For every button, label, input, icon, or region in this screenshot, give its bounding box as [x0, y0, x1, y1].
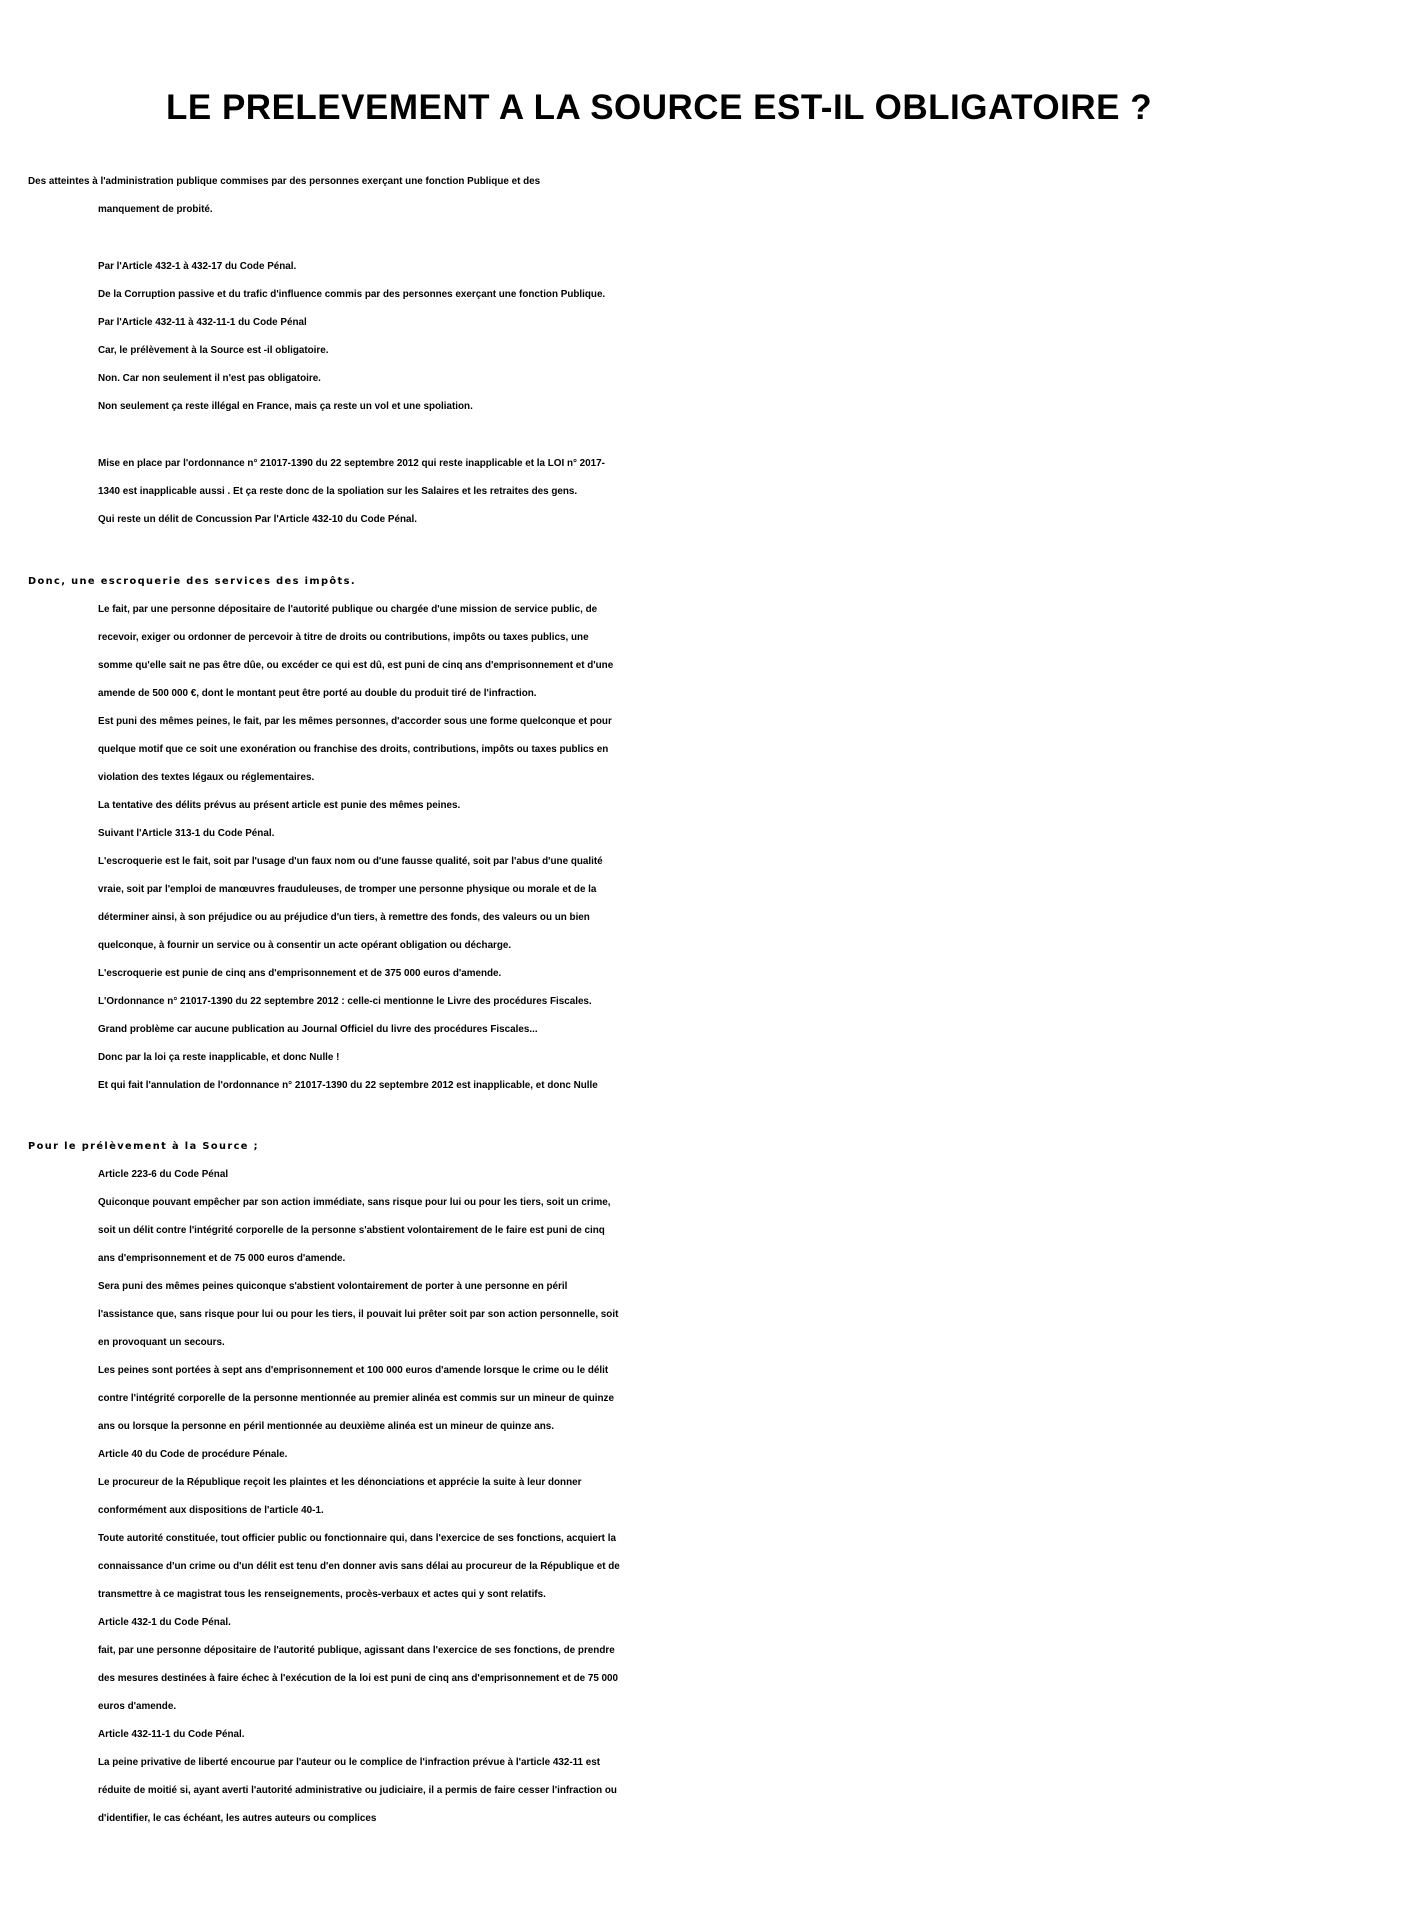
text-line: L'escroquerie est punie de cinq ans d'emprisonnement et de 375 000 euros d'amende. — [98, 968, 502, 979]
text-line: vraie, soit par l'emploi de manœuvres frauduleuses, de tromper une personne physique ou morale et de la — [98, 884, 597, 895]
text-line: Car, le prélèvement à la Source est -il obligatoire. — [98, 345, 329, 356]
text-line: De la Corruption passive et du trafic d'influence commis par des personnes exerçant une fonction Publique. — [98, 289, 606, 300]
document-title: LE PRELEVEMENT A LA SOURCE EST-IL OBLIGATOIRE ? — [166, 88, 1153, 127]
text-line: Donc par la loi ça reste inapplicable, et donc Nulle ! — [98, 1052, 340, 1063]
text-line: déterminer ainsi, à son préjudice ou au préjudice d'un tiers, à remettre des fonds, des valeurs ou un bien — [98, 912, 590, 923]
text-line: Qui reste un délit de Concussion Par l'Article 432-10 du Code Pénal. — [98, 514, 417, 525]
section-heading: Donc, une escroquerie des services des impôts. — [28, 576, 356, 587]
text-line: l'assistance que, sans risque pour lui ou pour les tiers, il pouvait lui prêter soit par son action personnelle, soit — [98, 1309, 619, 1320]
text-line: violation des textes légaux ou réglementaires. — [98, 772, 315, 783]
text-line: Est puni des mêmes peines, le fait, par les mêmes personnes, d'accorder sous une forme quelconque et pour — [98, 716, 612, 727]
section-prelevement — [0, 1133, 1428, 1833]
text-line: Les peines sont portées à sept ans d'emprisonnement et 100 000 euros d'amende lorsque le crime ou le délit — [98, 1365, 609, 1376]
text-line: des mesures destinées à faire échec à l'exécution de la loi est puni de cinq ans d'emprisonnement et de 75 000 — [98, 1673, 619, 1684]
text-line: 1340 est inapplicable aussi . Et ça reste donc de la spoliation sur les Salaires et les retraites des gens. — [98, 486, 578, 497]
text-line: soit un délit contre l'intégrité corporelle de la personne s'abstient volontairement de le faire est puni de cinq — [98, 1225, 605, 1236]
intro-paragraph — [0, 168, 1428, 224]
paragraph-ordonnance — [0, 450, 1428, 534]
text-line: ans d'emprisonnement et de 75 000 euros d'amende. — [98, 1253, 346, 1264]
text-line: Le procureur de la République reçoit les plaintes et les dénonciations et apprécie la suite à leur donner — [98, 1477, 582, 1488]
text-line: contre l'intégrité corporelle de la personne mentionnée au premier alinéa est commis sur un mineur de quinze — [98, 1393, 614, 1404]
text-line: connaissance d'un crime ou d'un délit est tenu d'en donner avis sans délai au procureur de la République et de — [98, 1561, 620, 1572]
section-body — [0, 596, 1428, 1100]
text-line: recevoir, exiger ou ordonner de percevoir à titre de droits ou contributions, impôts ou taxes publics, une — [98, 632, 589, 643]
section-body — [0, 1161, 1428, 1833]
text-line: Le fait, par une personne dépositaire de l'autorité publique ou chargée d'une mission de service public, de — [98, 604, 598, 615]
text-line: quelconque, à fournir un service ou à consentir un acte opérant obligation ou décharge. — [98, 940, 512, 951]
text-line: transmettre à ce magistrat tous les renseignements, procès-verbaux et actes qui y sont relatifs. — [98, 1589, 546, 1600]
section-heading: Pour le prélèvement à la Source ; — [28, 1141, 259, 1152]
text-line: Grand problème car aucune publication au Journal Officiel du livre des procédures Fiscales... — [98, 1024, 538, 1035]
text-line: L'escroquerie est le fait, soit par l'usage d'un faux nom ou d'une fausse qualité, soit par l'abus d'une qualité — [98, 856, 603, 867]
text-line: Des atteintes à l'administration publique commises par des personnes exerçant une fonction Publique et des — [28, 176, 541, 187]
text-line: ans ou lorsque la personne en péril mentionnée au deuxième alinéa est un mineur de quinze ans. — [98, 1421, 555, 1432]
text-line: Non. Car non seulement il n'est pas obligatoire. — [98, 373, 321, 384]
text-line: L'Ordonnance n° 21017-1390 du 22 septembre 2012 : celle-ci mentionne le Livre des procédures Fiscales. — [98, 996, 592, 1007]
text-line: Article 432-11-1 du Code Pénal. — [98, 1729, 245, 1740]
text-line: Non seulement ça reste illégal en France, mais ça reste un vol et une spoliation. — [98, 401, 473, 412]
text-line: Quiconque pouvant empêcher par son action immédiate, sans risque pour lui ou pour les tiers, soit un crime, — [98, 1197, 611, 1208]
text-line: La tentative des délits prévus au présent article est punie des mêmes peines. — [98, 800, 461, 811]
text-line: Article 223-6 du Code Pénal — [98, 1169, 229, 1180]
text-line: fait, par une personne dépositaire de l'autorité publique, agissant dans l'exercice de ses fonctions, de prendre — [98, 1645, 615, 1656]
paragraph-articles — [0, 253, 1428, 421]
section-escroquerie — [0, 568, 1428, 1100]
text-line: quelque motif que ce soit une exonération ou franchise des droits, contributions, impôts ou taxes publics en — [98, 744, 609, 755]
text-line: Par l'Article 432-11 à 432-11-1 du Code Pénal — [98, 317, 307, 328]
text-line: Article 432-1 du Code Pénal. — [98, 1617, 231, 1628]
text-line: Article 40 du Code de procédure Pénale. — [98, 1449, 288, 1460]
text-line: La peine privative de liberté encourue par l'auteur ou le complice de l'infraction prévue à l'article 432-11 est — [98, 1757, 601, 1768]
text-line: réduite de moitié si, ayant averti l'autorité administrative ou judiciaire, il a permis de faire cesser l'infraction ou — [98, 1785, 617, 1796]
text-line: Sera puni des mêmes peines quiconque s'abstient volontairement de porter à une personne en péril — [98, 1281, 568, 1292]
text-line: euros d'amende. — [98, 1701, 177, 1712]
text-line: conformément aux dispositions de l'article 40-1. — [98, 1505, 324, 1516]
text-line: d'identifier, le cas échéant, les autres auteurs ou complices — [98, 1813, 377, 1824]
text-line: en provoquant un secours. — [98, 1337, 225, 1348]
text-line: manquement de probité. — [98, 204, 213, 215]
text-line: Mise en place par l'ordonnance n° 21017-1390 du 22 septembre 2012 qui reste inapplicable et la LOI n° 2017- — [98, 458, 605, 469]
text-line: Suivant l'Article 313-1 du Code Pénal. — [98, 828, 275, 839]
text-line: somme qu'elle sait ne pas être dûe, ou excéder ce qui est dû, est puni de cinq ans d'emprisonnement et d'une — [98, 660, 614, 671]
text-line: amende de 500 000 €, dont le montant peut être porté au double du produit tiré de l'infraction. — [98, 688, 537, 699]
text-line: Et qui fait l'annulation de l'ordonnance n° 21017-1390 du 22 septembre 2012 est inapplicable, et donc Nulle — [98, 1080, 598, 1091]
text-line: Toute autorité constituée, tout officier public ou fonctionnaire qui, dans l'exercice de ses fonctions, acquiert la — [98, 1533, 616, 1544]
text-line: Par l'Article 432-1 à 432-17 du Code Pénal. — [98, 261, 297, 272]
